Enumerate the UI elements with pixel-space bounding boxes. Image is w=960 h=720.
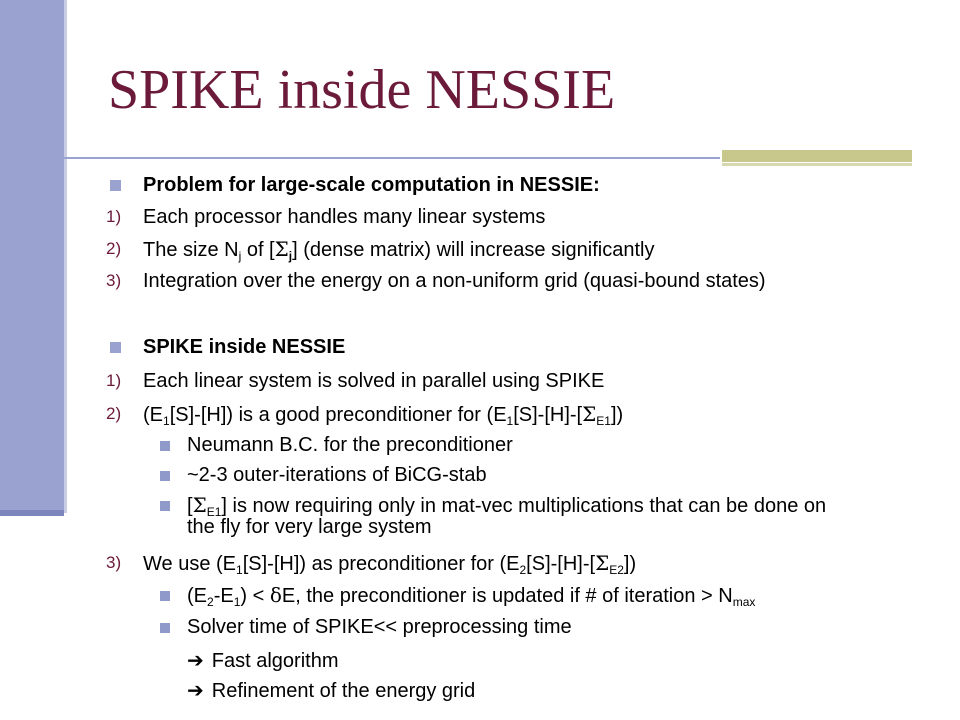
arrow-line-1: ➔ Fast algorithm — [187, 648, 339, 672]
bullet-square — [160, 501, 170, 511]
item-number: 1) — [106, 207, 122, 226]
section1-item-2: The size $N_j$ of $[\Sigma_j]$ (dense matrix) will increase significantly — [143, 237, 655, 263]
section2-subitem-1: Neumann B.C. for the preconditioner — [187, 434, 513, 456]
bullet-square — [160, 471, 170, 481]
section1-item-3: Integration over the energy on a non-uniform grid (quasi-bound states) — [143, 270, 766, 292]
item-number: 3) — [106, 271, 122, 290]
bullet-square — [160, 623, 170, 633]
bullet-square — [160, 591, 170, 601]
bullet-square — [160, 441, 170, 451]
section2-subitem-3-cont: the fly for very large system — [187, 516, 432, 538]
section2-item-3: We use $(E_1[S]-[H])$ as preconditioner for $(E_2[S]-[H]-[\Sigma_{E2}])$ — [143, 551, 637, 577]
bullet-square — [110, 342, 121, 353]
section2-item-2: $(E_1[S]-[H])$ is a good preconditioner for $(E_1[S]-[H]-[\Sigma_{E1}])$ — [143, 402, 624, 428]
item-number: 1) — [106, 371, 122, 390]
section2-subitem-4: $(E_2-E_1) < \delta E$, the preconditioner is updated if # of iteration > $N_{max}$ — [187, 583, 756, 609]
arrow-line-2: ➔ Refinement of the energy grid — [187, 678, 476, 702]
section2-subitem-2: ~2-3 outer-iterations of BiCG-stab — [187, 464, 487, 486]
item-number: 3) — [106, 553, 122, 572]
section2-item-1: Each linear system is solved in parallel using SPIKE — [143, 370, 605, 392]
bullet-square — [110, 180, 121, 191]
right-arrow-icon: ➔ — [187, 648, 204, 672]
slide-title: SPIKE inside NESSIE — [108, 59, 616, 121]
item-number: 2) — [106, 239, 122, 258]
section1-item-1: Each processor handles many linear systems — [143, 206, 546, 228]
item-number: 2) — [106, 404, 122, 423]
section2-heading: SPIKE inside NESSIE — [143, 336, 346, 358]
section2-subitem-3: $[\Sigma_{E1}]$ is now requiring only in mat-vec multiplications that can be done on — [187, 493, 827, 519]
right-arrow-icon: ➔ — [187, 678, 204, 702]
section2-subitem-5: Solver time of SPIKE<< preprocessing time — [187, 616, 572, 638]
section1-heading: Problem for large-scale computation in NESSIE: — [143, 174, 600, 196]
